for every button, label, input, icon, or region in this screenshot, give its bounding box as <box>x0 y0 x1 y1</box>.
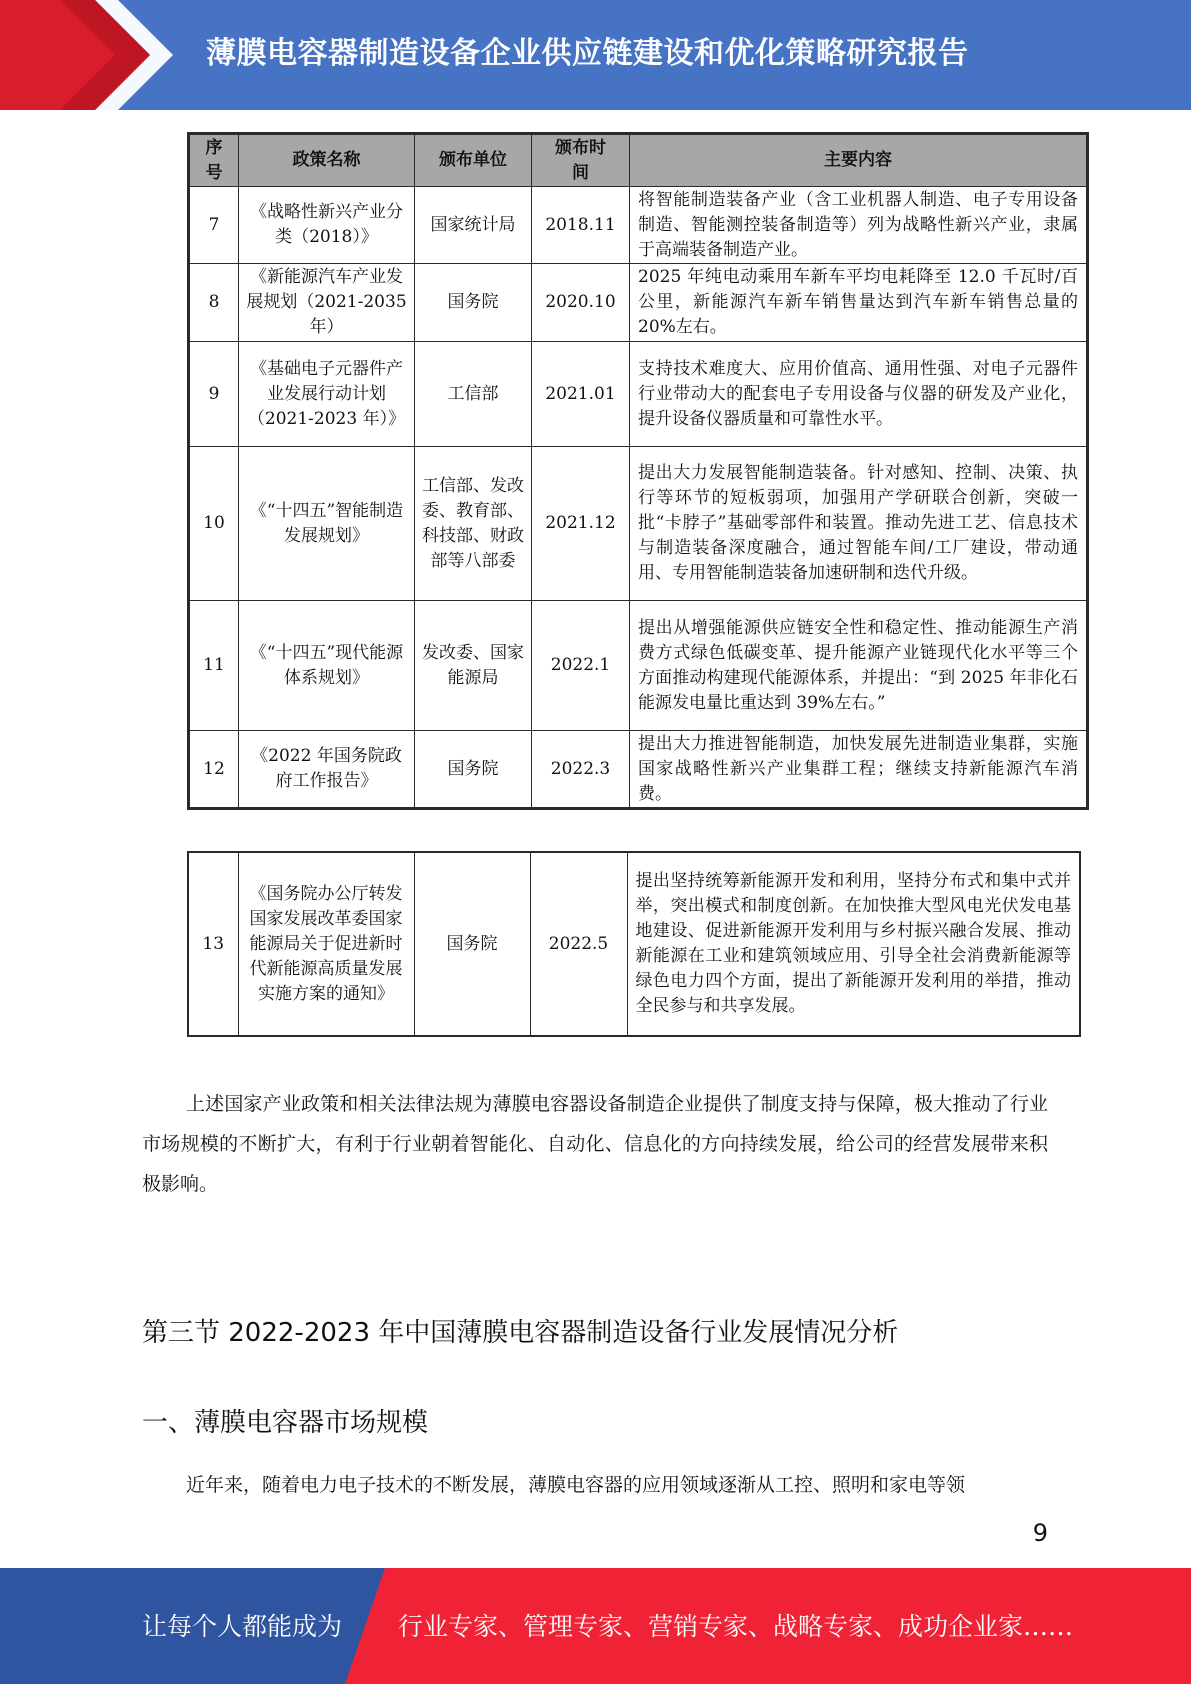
cell-name: 《战略性新兴产业分类（2018）》 <box>239 187 415 264</box>
footer-slogan-right: 行业专家、管理专家、营销专家、战略专家、成功企业家…… <box>398 1612 1074 1641</box>
cell-date: 2020.10 <box>532 264 630 342</box>
cell-name: 《“十四五”现代能源体系规划》 <box>239 601 415 731</box>
cell-dept: 工信部 <box>415 342 532 447</box>
report-title: 薄膜电容器制造设备企业供应链建设和优化策略研究报告 <box>206 36 969 71</box>
cell-no: 13 <box>188 852 238 1036</box>
cell-dept: 国务院 <box>415 731 532 809</box>
policy-table-continued <box>187 851 1081 1037</box>
cell-no: 9 <box>189 342 239 447</box>
table-row <box>189 731 1088 809</box>
table-row <box>189 601 1088 731</box>
footer-slogan-left: 让每个人都能成为 <box>142 1612 343 1641</box>
header-dept: 颁布单位 <box>415 134 532 187</box>
header-date: 颁布时间 <box>532 134 630 187</box>
cell-date: 2021.12 <box>532 447 630 601</box>
table-row <box>188 852 1080 1036</box>
table-row <box>189 447 1088 601</box>
cell-name: 《国务院办公厅转发国家发展改革委国家能源局关于促进新时代新能源高质量发展实施方案的通知》 <box>238 852 414 1036</box>
cell-no: 7 <box>189 187 239 264</box>
header-no: 序号 <box>189 134 239 187</box>
footer-banner <box>0 1568 1191 1684</box>
cell-no: 8 <box>189 264 239 342</box>
cell-no: 10 <box>189 447 239 601</box>
cell-date: 2022.5 <box>530 852 627 1036</box>
header-name: 政策名称 <box>239 134 415 187</box>
table-row <box>189 342 1088 447</box>
cell-name: 《“十四五”智能制造发展规划》 <box>239 447 415 601</box>
cell-content: 将智能制造装备产业（含工业机器人制造、电子专用设备制造、智能测控装备制造等）列为战略性新兴产业，隶属于高端装备制造产业。 <box>630 187 1088 264</box>
cell-content: 提出大力发展智能制造装备。针对感知、控制、决策、执行等环节的短板弱项，加强用产学研联合创新，突破一批“卡脖子”基础零部件和装置。推动先进工艺、信息技术与制造装备深度融合，通过智能车间/工厂建设，带动通用、专用智能制造装备加速研制和迭代升级。 <box>630 447 1088 601</box>
cell-dept: 国务院 <box>415 264 532 342</box>
cell-date: 2022.3 <box>532 731 630 809</box>
body-paragraph: 上述国家产业政策和相关法律法规为薄膜电容器设备制造企业提供了制度支持与保障，极大推动了行业市场规模的不断扩大，有利于行业朝着智能化、自动化、信息化的方向持续发展，给公司的经营发展带来积极影响。 <box>142 1093 1048 1195</box>
cell-dept: 国务院 <box>414 852 530 1036</box>
table-row <box>189 187 1088 264</box>
subsection-heading: 一、薄膜电容器市场规模 <box>142 1408 429 1438</box>
cell-content: 提出大力推进智能制造，加快发展先进制造业集群，实施国家战略性新兴产业集群工程；继续支持新能源汽车消费。 <box>630 731 1088 809</box>
cell-name: 《新能源汽车产业发展规划（2021-2035 年） <box>239 264 415 342</box>
header-banner <box>0 0 1191 110</box>
cell-date: 2021.01 <box>532 342 630 447</box>
cell-dept: 工信部、发改委、教育部、科技部、财政部等八部委 <box>415 447 532 601</box>
policy-table <box>187 132 1089 810</box>
cell-date: 2022.1 <box>532 601 630 731</box>
cell-content: 提出坚持统筹新能源开发和利用，坚持分布式和集中式并举，突出模式和制度创新。在加快推大型风电光伏发电基地建设、促进新能源开发利用与乡村振兴融合发展、推动新能源在工业和建筑领域应用、引导全社会消费新能源等绿色电力四个方面，提出了新能源开发利用的举措，推动全民参与和共享发展。 <box>627 852 1080 1036</box>
cell-no: 11 <box>189 601 239 731</box>
section-heading: 第三节 2022-2023 年中国薄膜电容器制造设备行业发展情况分析 <box>142 1318 899 1348</box>
cell-name: 《基础电子元器件产业发展行动计划（2021-2023 年）》 <box>239 342 415 447</box>
cell-content: 2025 年纯电动乘用车新车平均电耗降至 12.0 千瓦时/百公里，新能源汽车新车销售量达到汽车新车销售总量的 20%左右。 <box>630 264 1088 342</box>
cell-date: 2018.11 <box>532 187 630 264</box>
cell-no: 12 <box>189 731 239 809</box>
table-header-row <box>189 134 1088 187</box>
cell-name: 《2022 年国务院政府工作报告》 <box>239 731 415 809</box>
cell-dept: 发改委、国家能源局 <box>415 601 532 731</box>
header-content: 主要内容 <box>630 134 1088 187</box>
cell-content: 支持技术难度大、应用价值高、通用性强、对电子元器件行业带动大的配套电子专用设备与仪器的研发及产业化，提升设备仪器质量和可靠性水平。 <box>630 342 1088 447</box>
body-paragraph: 近年来，随着电力电子技术的不断发展，薄膜电容器的应用领域逐渐从工控、照明和家电等领 <box>186 1474 966 1496</box>
table-row <box>189 264 1088 342</box>
cell-dept: 国家统计局 <box>415 187 532 264</box>
cell-content: 提出从增强能源供应链安全性和稳定性、推动能源生产消费方式绿色低碳变革、提升能源产业链现代化水平等三个方面推动构建现代能源体系，并提出：“到 2025 年非化石能源发电量比重达到 39%左右。” <box>630 601 1088 731</box>
page-number: 9 <box>1032 1519 1048 1547</box>
